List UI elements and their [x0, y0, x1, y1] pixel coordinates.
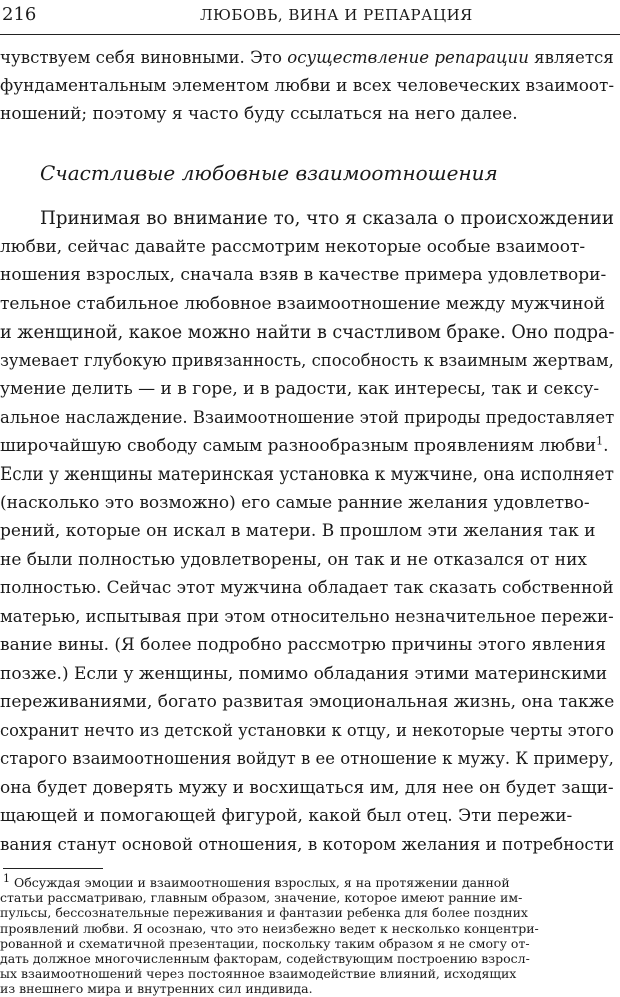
- footnote-line: ых взаимоотношений через постоянное взаимодействие влияний, исходящих: [0, 966, 517, 982]
- footnote-line: пульсы, бессознательные переживания и фантазии ребенка для более поздних: [0, 905, 528, 921]
- paragraph-line: любви, сейчас давайте рассмотрим некоторые особые взаимоот-: [0, 237, 586, 257]
- paragraph-line: позже.) Если у женщины, помимо обладания этими материнскими: [0, 664, 608, 684]
- paragraph-line: матерью, испытывая при этом относительно незначительное пережи-: [0, 607, 614, 627]
- paragraph-line: Принимая во внимание то, что я сказала о происхождении: [40, 207, 614, 229]
- paragraph-text: широчайшую свободу самым разнообразным проявлениям любви: [0, 436, 597, 456]
- paragraph-line: и женщиной, какое можно найти в счастливом браке. Оно подра-: [0, 321, 615, 343]
- footnote-divider: [3, 868, 103, 869]
- footnote-text: Обсуждая эмоции и взаимоотношения взрослых, я на протяжении данной: [13, 875, 510, 890]
- page-header: [0, 0, 620, 44]
- paragraph-line: умение делить — и в горе, и в радости, как интересы, так и сексу-: [0, 379, 600, 399]
- paragraph-line: не были полностью удовлетворены, он так и не отказался от них: [0, 550, 587, 570]
- paragraph-line: ношения взрослых, сначала взяв в качестве примера удовлетвори-: [0, 265, 607, 285]
- footnote-reference[interactable]: 1: [596, 434, 604, 448]
- footnote-line: проявлений любви. Я осознаю, что это неизбежно ведет к несколько концентри-: [0, 920, 539, 936]
- emphasis-term: осуществление репарации: [287, 48, 529, 68]
- running-head: ЛЮБОВЬ, ВИНА И РЕПАРАЦИЯ: [200, 6, 473, 24]
- paragraph-line: вания станут основой отношения, в котором желания и потребности: [0, 835, 615, 855]
- intro-line-2: фундаментальным элементом любви и всех человеческих взаимоот-: [0, 76, 615, 96]
- paragraph-line: зумевает глубокую привязанность, способность к взаимным жертвам,: [0, 351, 614, 371]
- header-rule: [0, 34, 620, 35]
- period: .: [603, 436, 609, 456]
- paragraph-line: сохранит нечто из детской установки к отцу, и некоторые черты этого: [0, 721, 614, 741]
- paragraph-line: старого взаимоотношения войдут в ее отношение к мужу. К примеру,: [0, 749, 614, 769]
- paragraph-line: вание вины. (Я более подробно рассмотрю причины этого явления: [0, 635, 606, 655]
- paragraph-line: Если у женщины материнская установка к мужчине, она исполняет: [0, 463, 614, 485]
- footnote-line: из внешнего мира и внутренних сил индивида.: [0, 981, 313, 997]
- paragraph-line: она будет доверять мужу и восхищаться им, для нее он будет защи-: [0, 778, 614, 798]
- intro-line-3: ношений; поэтому я часто буду ссылаться на него далее.: [0, 104, 518, 124]
- paragraph-line: [0, 436, 609, 456]
- intro-text: является: [528, 48, 614, 68]
- paragraph-line: тельное стабильное любовное взаимоотношение между мужчиной: [0, 294, 606, 314]
- footnote-line: рованной и схематичной презентации, поскольку таким образом я не смогу от-: [0, 935, 530, 951]
- paragraph-line: (насколько это возможно) его самые ранние желания удовлетво-: [0, 493, 590, 513]
- paragraph-line: щающей и помогающей фигурой, какой был отец. Эти пережи-: [0, 806, 573, 826]
- footnote-marker: 1: [3, 871, 10, 885]
- paragraph-line: полностью. Сейчас этот мужчина обладает так сказать собственной: [0, 578, 614, 598]
- paragraph-line: альное наслаждение. Взаимоотношение этой природы предоставляет: [0, 408, 615, 428]
- paragraph-line: переживаниями, богато развитая эмоциональная жизнь, она также: [0, 692, 615, 712]
- footnote-line: [3, 871, 510, 890]
- page-number: 216: [2, 4, 37, 25]
- paragraph-line: рений, которые он искал в матери. В прошлом эти желания так и: [0, 521, 596, 541]
- intro-text: чувствуем себя виновными. Это: [0, 48, 288, 68]
- footnote-line: статьи рассматриваю, главным образом, значение, которое имеют ранние им-: [0, 890, 523, 906]
- intro-line-1: [0, 48, 614, 68]
- section-heading: Счастливые любовные взаимоотношения: [40, 161, 498, 185]
- footnote-line: дать должное многочисленным факторам, содействующим построению взросл-: [0, 951, 530, 966]
